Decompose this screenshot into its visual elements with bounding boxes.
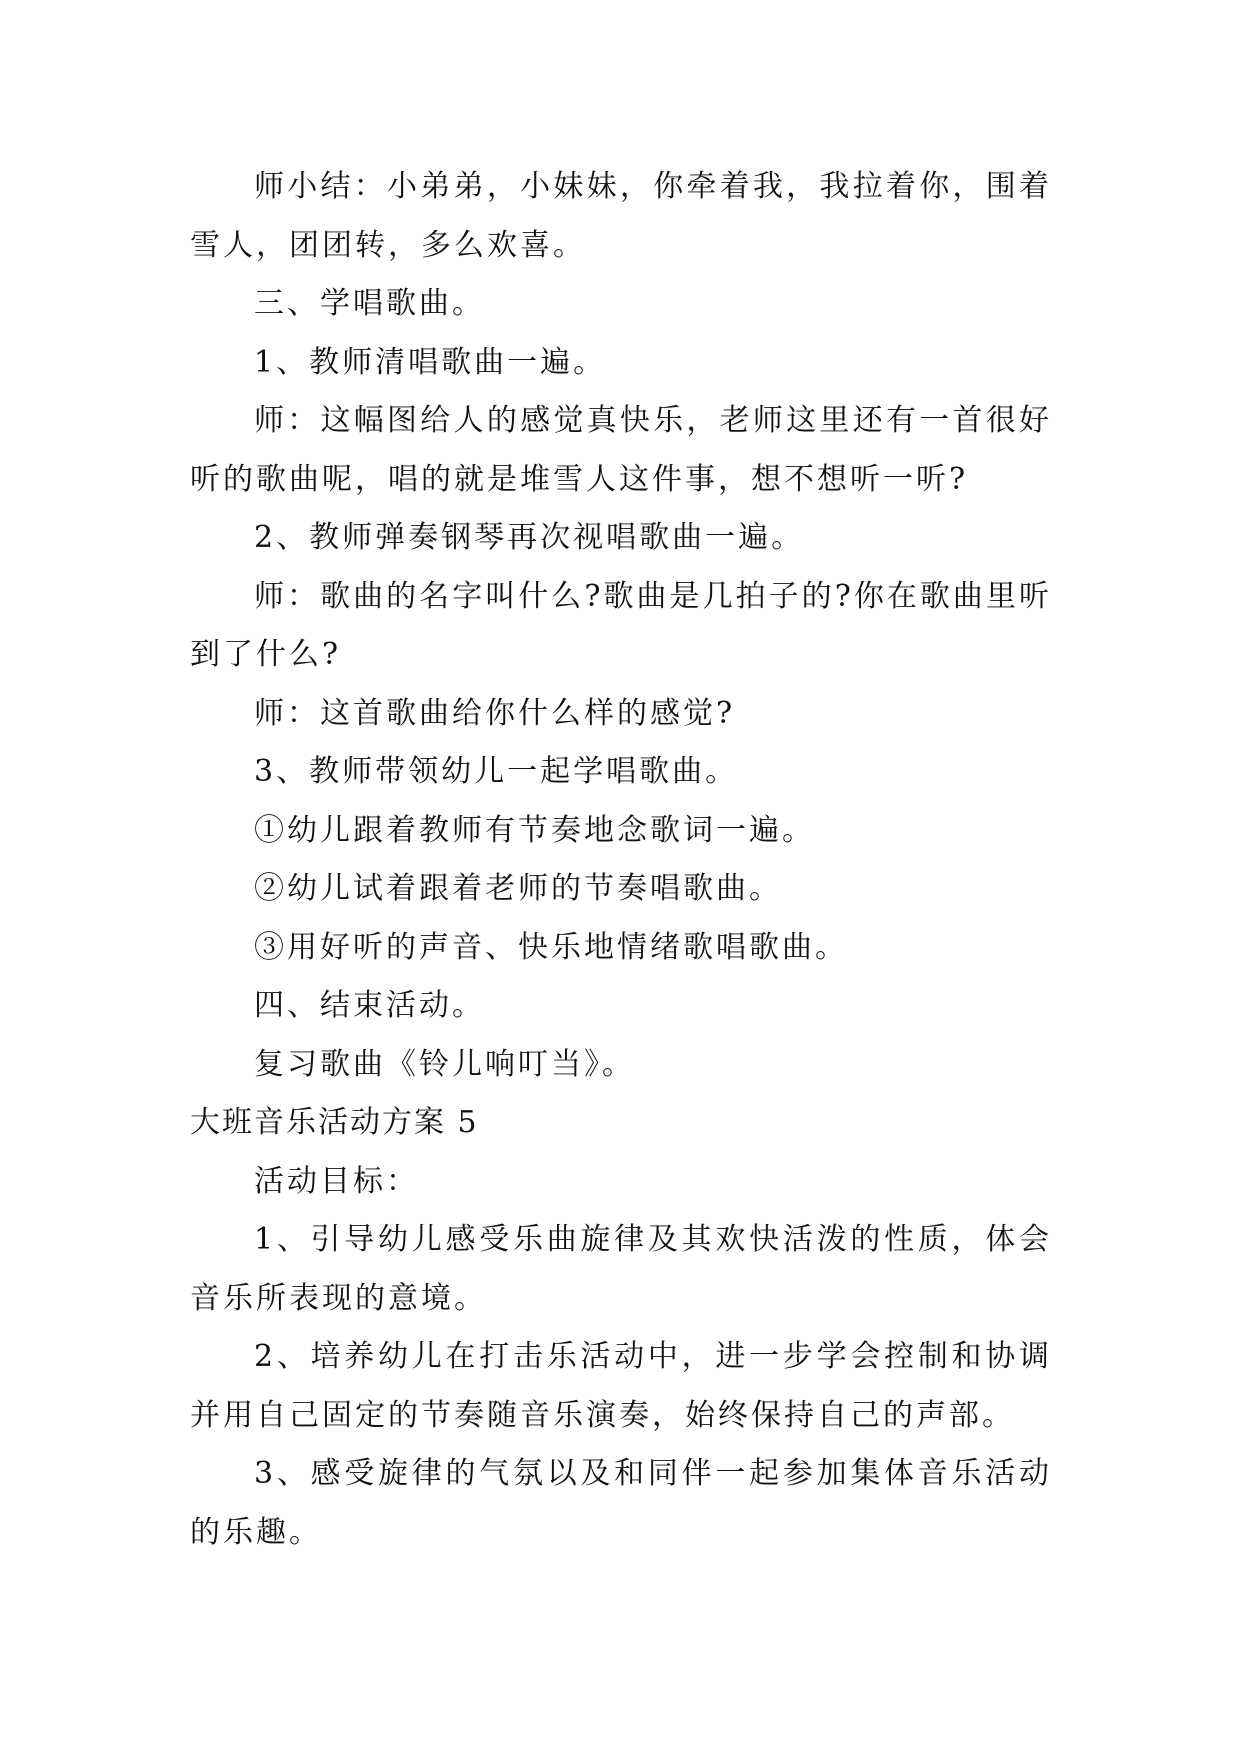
paragraph: 师：这首歌曲给你什么样的感觉?	[254, 695, 736, 731]
document-title: 大班音乐活动方案 5	[190, 1105, 479, 1140]
paragraph: 2、培养幼儿在打击乐活动中，进一步学会控制和协调并用自己固定的节奏随音乐演奏，始终保持自己的声部。	[190, 1339, 1052, 1433]
list-item: ①幼儿跟着教师有节奏地念歌词一遍。	[254, 812, 815, 848]
paragraph: 1、引导幼儿感受乐曲旋律及其欢快活泼的性质，体会音乐所表现的意境。	[190, 1222, 1052, 1316]
list-item: ③用好听的声音、快乐地情绪歌唱歌曲。	[254, 929, 848, 965]
paragraph: 复习歌曲《铃儿响叮当》。	[254, 1046, 635, 1082]
paragraph: 师：这幅图给人的感觉真快乐，老师这里还有一首很好听的歌曲呢，唱的就是堆雪人这件事，想不想听一听?	[190, 403, 1052, 497]
paragraph: 2、教师弹奏钢琴再次视唱歌曲一遍。	[254, 520, 805, 555]
section-heading: 四、结束活动。	[254, 988, 485, 1023]
document-body	[190, 158, 1052, 1562]
paragraph: 3、教师带领幼儿一起学唱歌曲。	[254, 754, 739, 789]
paragraph: 1、教师清唱歌曲一遍。	[254, 344, 607, 380]
paragraph: 3、感受旋律的气氛以及和同伴一起参加集体音乐活动的乐趣。	[190, 1456, 1052, 1550]
paragraph: 师：歌曲的名字叫什么?歌曲是几拍子的?你在歌曲里听到了什么?	[190, 578, 1052, 672]
paragraph: 师小结：小弟弟，小妹妹，你牵着我，我拉着你，围着雪人，团团转，多么欢喜。	[190, 169, 1052, 263]
section-heading: 活动目标：	[254, 1163, 419, 1199]
section-heading: 三、学唱歌曲。	[254, 286, 485, 321]
list-item: ②幼儿试着跟着老师的节奏唱歌曲。	[254, 871, 782, 906]
